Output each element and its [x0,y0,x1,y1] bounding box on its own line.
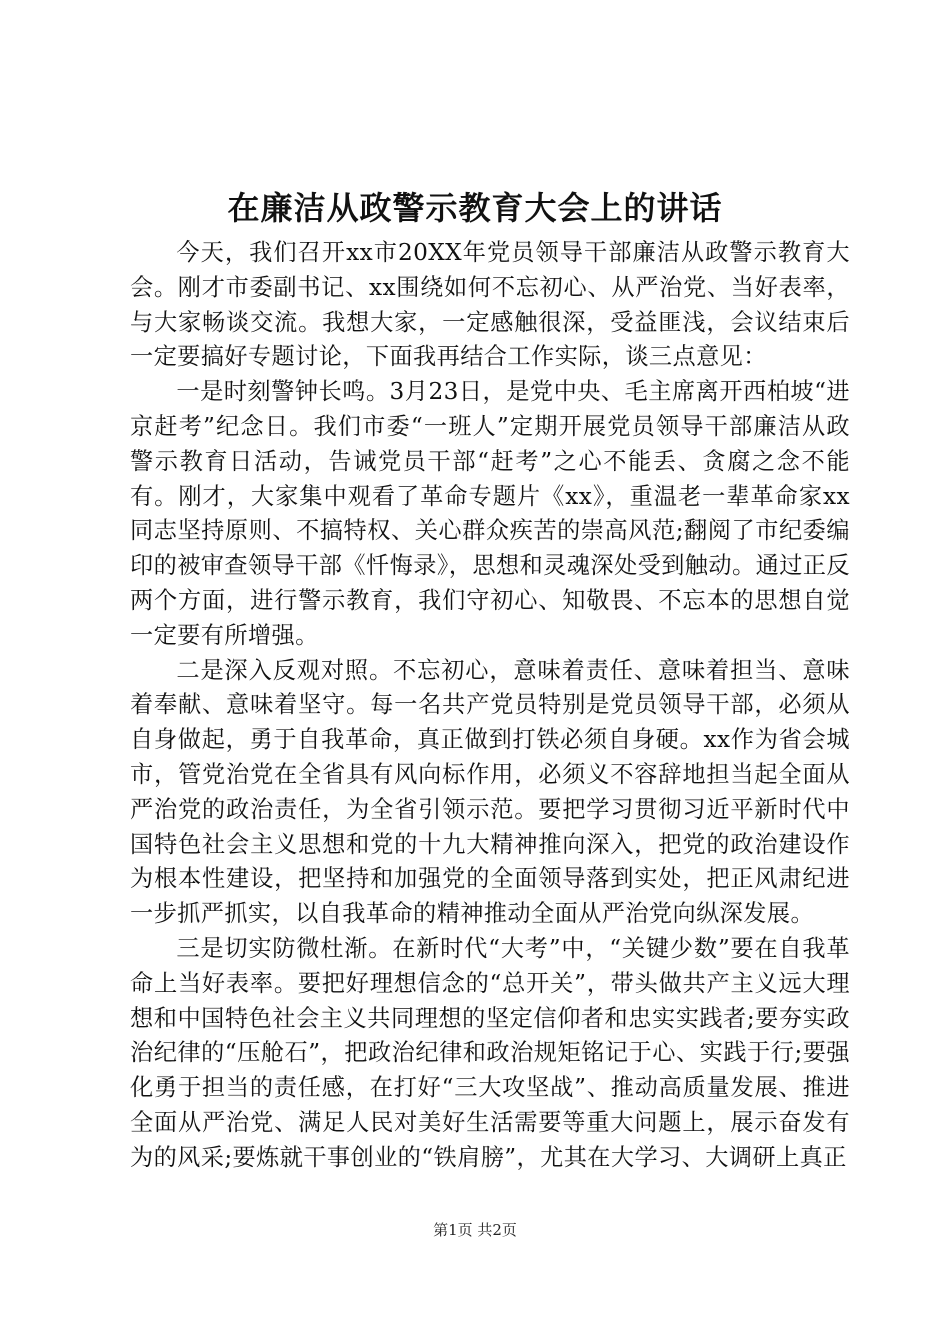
paragraph-point-three: 三是切实防微杜渐。在新时代“大考”中，“关键少数”要在自我革命上当好表率。要把好理想信念的“总开关”，带头做共产主义远大理想和中国特色社会主义共同理想的坚定信仰者和忠实实践者;要夯实政治纪律的“压舱石”，把政治纪律和政治规矩铭记于心、实践于行;要强化勇于担当的责任感，在打好“三大攻坚战”、推动高质量发展、推进全面从严治党、满足人民对美好生活需要等重大问题上，展示奋发有为的风采;要炼就干事创业的“铁肩膀”，尤其在大学习、大调研上真正 [130,934,850,1171]
document-body [130,236,850,1176]
page-number-footer: 第1页 共2页 [433,1221,517,1239]
document-title: 在廉洁从政警示教育大会上的讲话 [227,189,723,227]
paragraph-intro: 今天，我们召开xx市20XX年党员领导干部廉洁从政警示教育大会。刚才市委副书记、xx围绕如何不忘初心、从严治党、当好表率，与大家畅谈交流。我想大家，一定感触很深，受益匪浅，会议结束后一定要搞好专题讨论，下面我再结合工作实际，谈三点意见： [130,239,850,371]
paragraph-point-one: 一是时刻警钟长鸣。3月23日，是党中央、毛主席离开西柏坡“进京赶考”纪念日。我们市委“一班人”定期开展党员领导干部廉洁从政警示教育日活动，告诫党员干部“赶考”之心不能丢、贪腐之念不能有。刚才，大家集中观看了革命专题片《xx》，重温老一辈革命家xx同志坚持原则、不搞特权、关心群众疾苦的崇高风范;翻阅了市纪委编印的被审查领导干部《忏悔录》，思想和灵魂深处受到触动。通过正反两个方面，进行警示教育，我们守初心、知敬畏、不忘本的思想自觉一定要有所增强。 [130,378,850,649]
paragraph-point-two: 二是深入反观对照。不忘初心，意味着责任、意味着担当、意味着奉献、意味着坚守。每一名共产党员特别是党员领导干部，必须从自身做起，勇于自我革命，真正做到打铁必须自身硬。xx作为省会城市，管党治党在全省具有风向标作用，必须义不容辞地担当起全面从严治党的政治责任，为全省引领示范。要把学习贯彻习近平新时代中国特色社会主义思想和党的十九大精神推向深入，把党的政治建设作为根本性建设，把坚持和加强党的全面领导落到实处，把正风肃纪进一步抓严抓实，以自我革命的精神推动全面从严治党向纵深发展。 [130,656,850,928]
